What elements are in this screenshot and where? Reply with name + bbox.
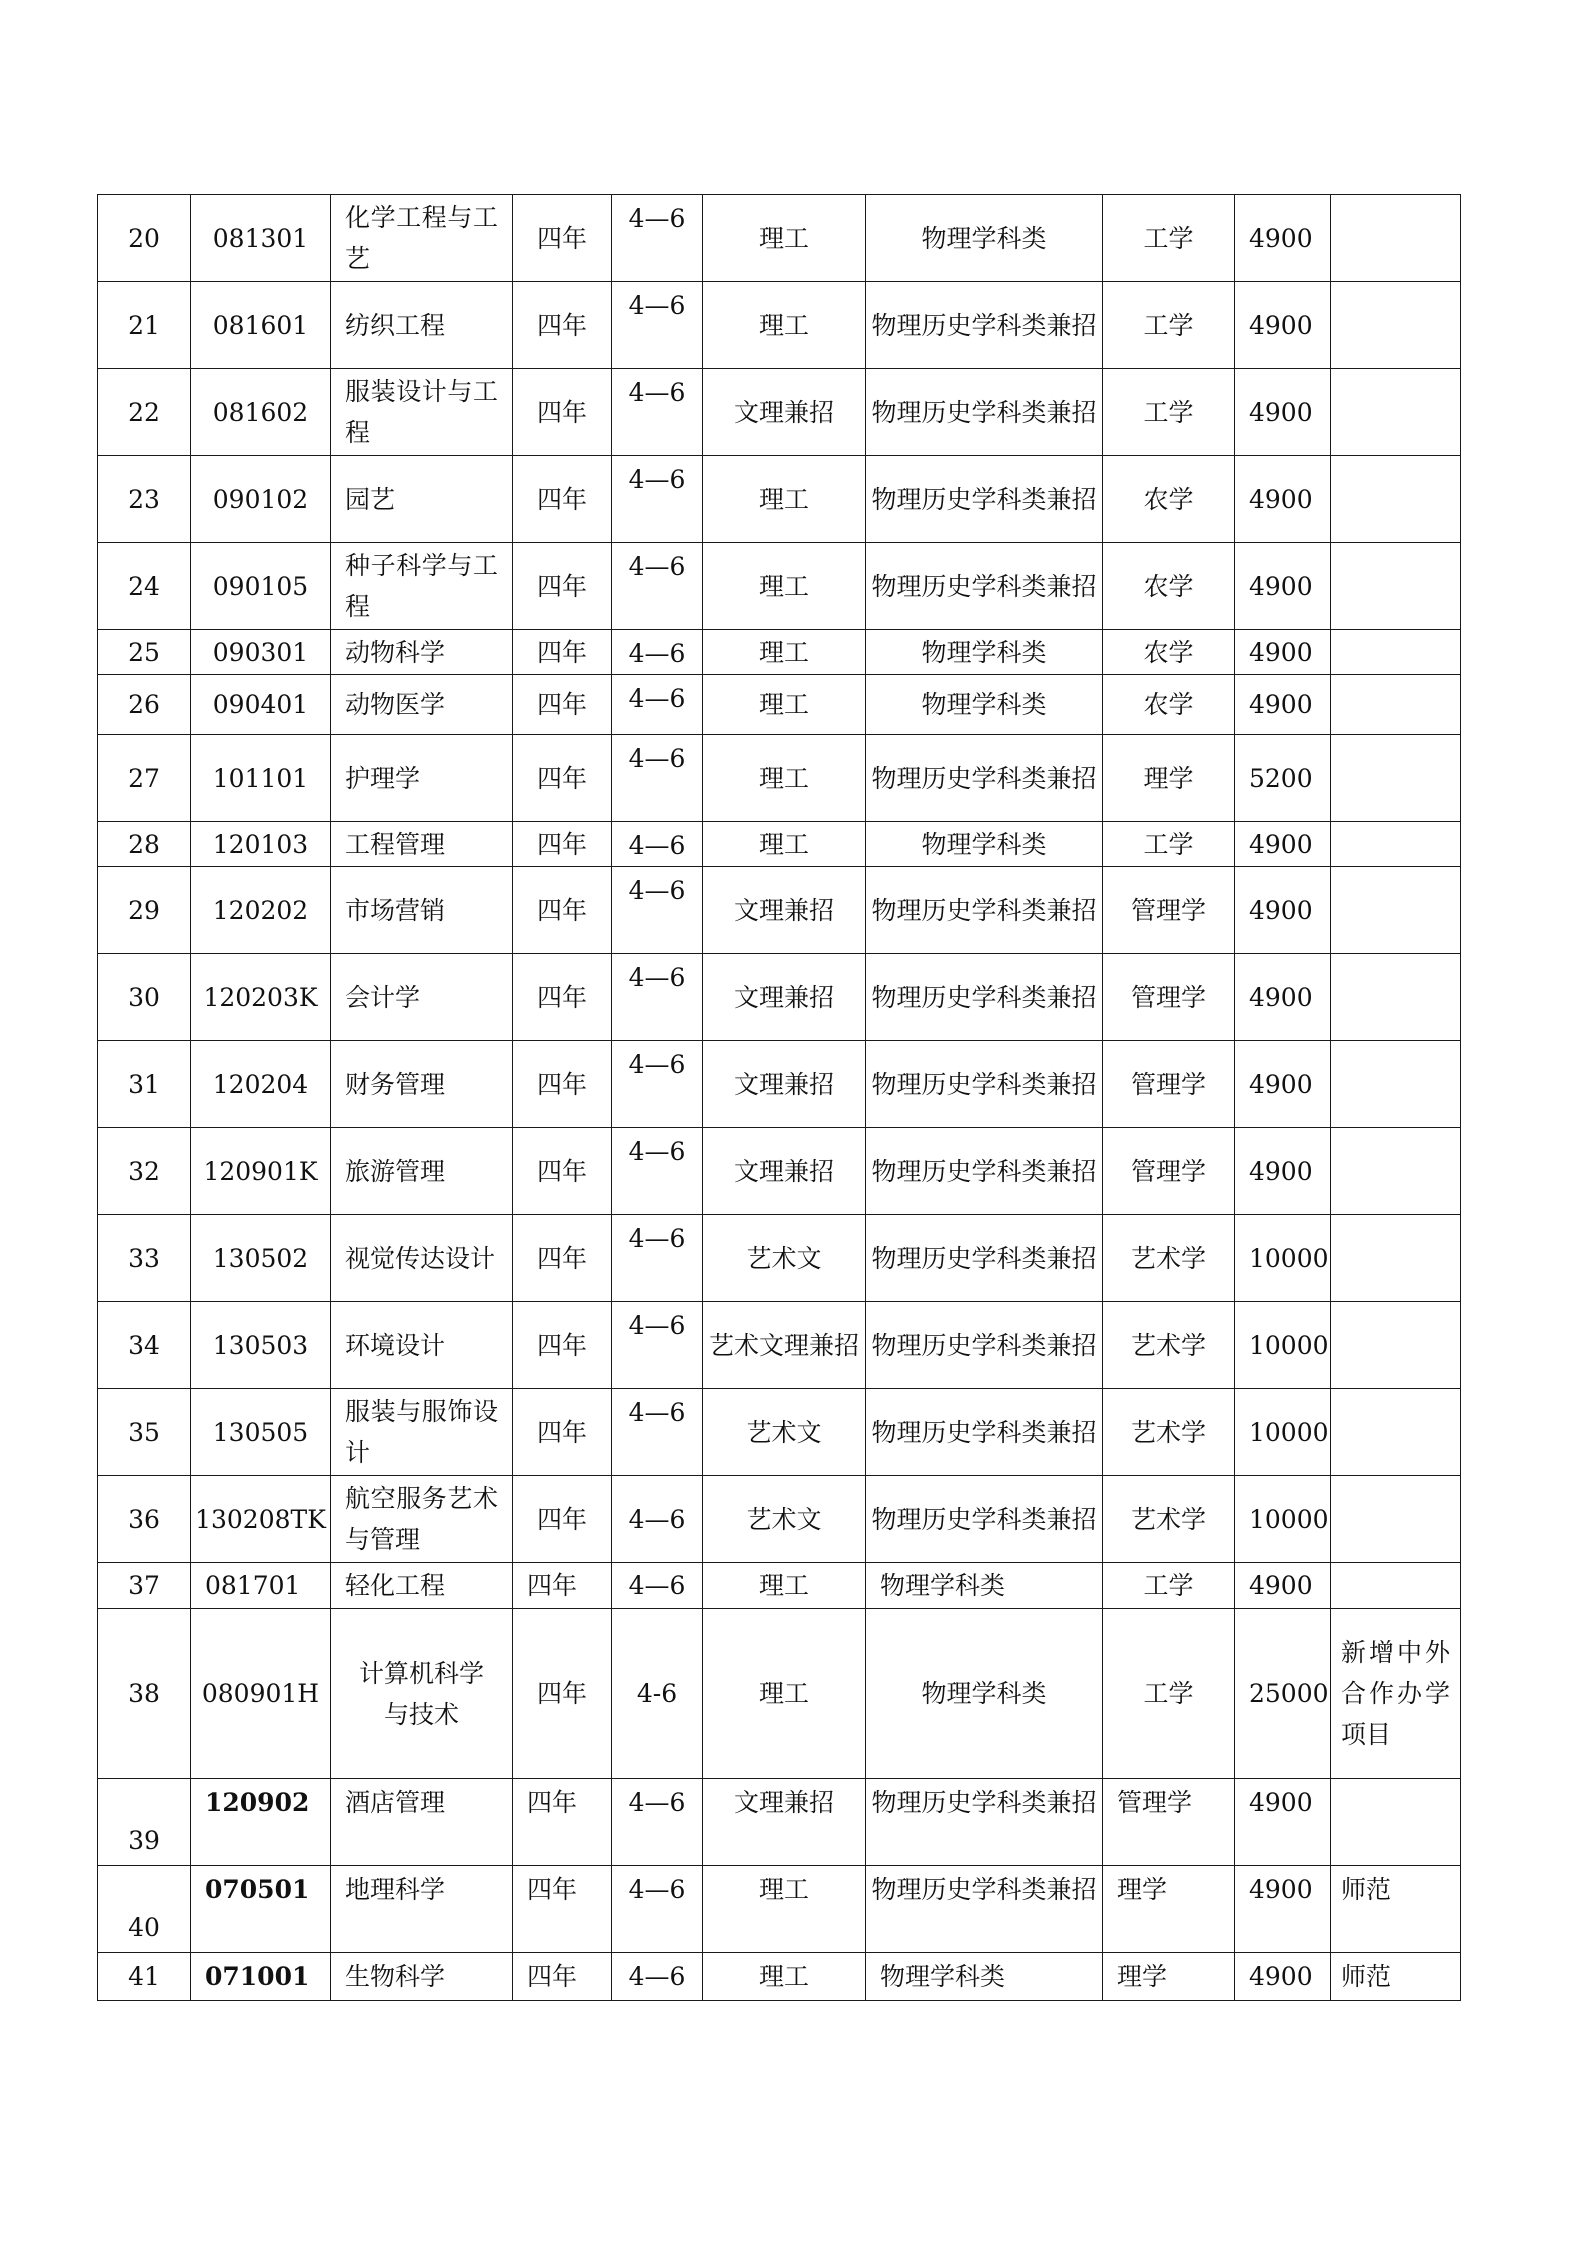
duration: 四年: [513, 282, 612, 369]
tuition-fee: 5200: [1235, 735, 1331, 822]
note: [1331, 1128, 1461, 1215]
study-years: 4—6: [612, 954, 703, 1041]
table-row: [98, 369, 1461, 456]
table-row: [98, 1041, 1461, 1128]
table-row: [98, 675, 1461, 735]
note: [1331, 954, 1461, 1041]
note: [1331, 1779, 1461, 1866]
note: [1331, 1563, 1461, 1609]
degree: 工学: [1103, 282, 1235, 369]
admission-type: 文理兼招: [703, 1128, 866, 1215]
duration: 四年: [513, 195, 612, 282]
major-code: 081701: [191, 1563, 331, 1609]
row-number: 37: [98, 1563, 191, 1609]
study-years: 4—6: [612, 1389, 703, 1476]
note: [1331, 1302, 1461, 1389]
note: [1331, 1476, 1461, 1563]
major-code: 130505: [191, 1389, 331, 1476]
major-name: 财务管理: [331, 1041, 513, 1128]
major-name: 环境设计: [331, 1302, 513, 1389]
subject-category: 物理学科类: [866, 675, 1103, 735]
major-name: 酒店管理: [331, 1779, 513, 1866]
admission-type: 文理兼招: [703, 1779, 866, 1866]
major-name: 生物科学: [331, 1953, 513, 2001]
row-number: 24: [98, 543, 191, 630]
row-number: 39: [98, 1779, 191, 1866]
table-row: [98, 1779, 1461, 1866]
degree: 农学: [1103, 456, 1235, 543]
tuition-fee: 4900: [1235, 954, 1331, 1041]
study-years: 4—6: [612, 1302, 703, 1389]
tuition-fee: 10000: [1235, 1476, 1331, 1563]
admission-type: 理工: [703, 1609, 866, 1779]
note: [1331, 282, 1461, 369]
admission-type: 艺术文: [703, 1476, 866, 1563]
tuition-fee: 4900: [1235, 675, 1331, 735]
note: 师范: [1331, 1866, 1461, 1953]
row-number: 35: [98, 1389, 191, 1476]
study-years: 4—6: [612, 1476, 703, 1563]
note: 师范: [1331, 1953, 1461, 2001]
degree: 农学: [1103, 630, 1235, 675]
tuition-fee: 4900: [1235, 867, 1331, 954]
tuition-fee: 4900: [1235, 1779, 1331, 1866]
admission-type: 文理兼招: [703, 369, 866, 456]
admission-type: 理工: [703, 1953, 866, 2001]
note: [1331, 822, 1461, 867]
degree: 工学: [1103, 1563, 1235, 1609]
major-name: 种子科学与工程: [331, 543, 513, 630]
major-name: 纺织工程: [331, 282, 513, 369]
note: [1331, 735, 1461, 822]
degree: 工学: [1103, 369, 1235, 456]
study-years: 4—6: [612, 1563, 703, 1609]
study-years: 4—6: [612, 1128, 703, 1215]
admission-type: 理工: [703, 675, 866, 735]
tuition-fee: 4900: [1235, 1041, 1331, 1128]
table-row: [98, 1866, 1461, 1953]
study-years: 4—6: [612, 282, 703, 369]
tuition-fee: 4900: [1235, 1953, 1331, 2001]
note: [1331, 369, 1461, 456]
table-row: [98, 630, 1461, 675]
major-code: 071001: [191, 1953, 331, 2001]
row-number: 22: [98, 369, 191, 456]
admission-type: 艺术文: [703, 1389, 866, 1476]
tuition-fee: 4900: [1235, 282, 1331, 369]
major-name: 计算机科学与技术: [331, 1609, 513, 1779]
major-code: 130503: [191, 1302, 331, 1389]
note: [1331, 675, 1461, 735]
row-number: 40: [98, 1866, 191, 1953]
tuition-fee: 4900: [1235, 630, 1331, 675]
row-number: 34: [98, 1302, 191, 1389]
major-name: 地理科学: [331, 1866, 513, 1953]
major-name: 动物医学: [331, 675, 513, 735]
subject-category: 物理历史学科类兼招: [866, 1779, 1103, 1866]
subject-category: 物理历史学科类兼招: [866, 1215, 1103, 1302]
subject-category: 物理历史学科类兼招: [866, 543, 1103, 630]
major-code: 080901H: [191, 1609, 331, 1779]
subject-category: 物理历史学科类兼招: [866, 1866, 1103, 1953]
row-number: 33: [98, 1215, 191, 1302]
duration: 四年: [513, 630, 612, 675]
duration: 四年: [513, 1041, 612, 1128]
degree: 管理学: [1103, 867, 1235, 954]
major-code: 120203K: [191, 954, 331, 1041]
row-number: 41: [98, 1953, 191, 2001]
study-years: 4—6: [612, 456, 703, 543]
major-name: 旅游管理: [331, 1128, 513, 1215]
duration: 四年: [513, 1215, 612, 1302]
duration: 四年: [513, 1476, 612, 1563]
major-code: 090301: [191, 630, 331, 675]
table-row: [98, 282, 1461, 369]
tuition-fee: 4900: [1235, 195, 1331, 282]
major-name: 化学工程与工艺: [331, 195, 513, 282]
tuition-fee: 4900: [1235, 543, 1331, 630]
admission-type: 理工: [703, 543, 866, 630]
major-code: 081602: [191, 369, 331, 456]
tuition-fee: 4900: [1235, 1866, 1331, 1953]
table-row: [98, 1389, 1461, 1476]
major-code: 090401: [191, 675, 331, 735]
degree: 工学: [1103, 195, 1235, 282]
major-code: 101101: [191, 735, 331, 822]
duration: 四年: [513, 1609, 612, 1779]
subject-category: 物理历史学科类兼招: [866, 954, 1103, 1041]
duration: 四年: [513, 456, 612, 543]
row-number: 31: [98, 1041, 191, 1128]
subject-category: 物理历史学科类兼招: [866, 1302, 1103, 1389]
subject-category: 物理学科类: [866, 822, 1103, 867]
study-years: 4—6: [612, 1866, 703, 1953]
admission-type: 艺术文理兼招: [703, 1302, 866, 1389]
duration: 四年: [513, 867, 612, 954]
subject-category: 物理历史学科类兼招: [866, 282, 1103, 369]
admission-type: 文理兼招: [703, 867, 866, 954]
study-years: 4—6: [612, 675, 703, 735]
table-row: [98, 1128, 1461, 1215]
duration: 四年: [513, 735, 612, 822]
degree: 艺术学: [1103, 1476, 1235, 1563]
row-number: 30: [98, 954, 191, 1041]
major-code: 081601: [191, 282, 331, 369]
note: [1331, 456, 1461, 543]
row-number: 28: [98, 822, 191, 867]
subject-category: 物理学科类: [866, 1609, 1103, 1779]
row-number: 21: [98, 282, 191, 369]
admission-type: 理工: [703, 1563, 866, 1609]
table-row: [98, 735, 1461, 822]
study-years: 4—6: [612, 1215, 703, 1302]
row-number: 26: [98, 675, 191, 735]
degree: 艺术学: [1103, 1389, 1235, 1476]
admission-type: 理工: [703, 282, 866, 369]
admission-type: 理工: [703, 630, 866, 675]
major-code: 090102: [191, 456, 331, 543]
duration: 四年: [513, 1302, 612, 1389]
major-code: 120902: [191, 1779, 331, 1866]
subject-category: 物理历史学科类兼招: [866, 369, 1103, 456]
duration: 四年: [513, 822, 612, 867]
study-years: 4—6: [612, 630, 703, 675]
table-row: [98, 1953, 1461, 2001]
study-years: 4—6: [612, 1041, 703, 1128]
admission-type: 理工: [703, 456, 866, 543]
row-number: 29: [98, 867, 191, 954]
subject-category: 物理历史学科类兼招: [866, 735, 1103, 822]
degree: 管理学: [1103, 1041, 1235, 1128]
tuition-fee: 25000: [1235, 1609, 1331, 1779]
row-number: 25: [98, 630, 191, 675]
major-name: 轻化工程: [331, 1563, 513, 1609]
major-name: 市场营销: [331, 867, 513, 954]
duration: 四年: [513, 1779, 612, 1866]
study-years: 4—6: [612, 195, 703, 282]
duration: 四年: [513, 1389, 612, 1476]
admission-type: 文理兼招: [703, 1041, 866, 1128]
tuition-fee: 10000: [1235, 1215, 1331, 1302]
major-name: 会计学: [331, 954, 513, 1041]
major-name: 园艺: [331, 456, 513, 543]
admission-type: 理工: [703, 822, 866, 867]
major-code: 090105: [191, 543, 331, 630]
row-number: 38: [98, 1609, 191, 1779]
note: [1331, 195, 1461, 282]
degree: 农学: [1103, 675, 1235, 735]
major-code: 120202: [191, 867, 331, 954]
duration: 四年: [513, 1866, 612, 1953]
row-number: 27: [98, 735, 191, 822]
note: [1331, 630, 1461, 675]
study-years: 4—6: [612, 543, 703, 630]
study-years: 4-6: [612, 1609, 703, 1779]
admission-type: 理工: [703, 195, 866, 282]
major-name: 航空服务艺术与管理: [331, 1476, 513, 1563]
subject-category: 物理学科类: [866, 1953, 1103, 2001]
duration: 四年: [513, 675, 612, 735]
degree: 管理学: [1103, 954, 1235, 1041]
subject-category: 物理历史学科类兼招: [866, 1476, 1103, 1563]
major-code: 120901K: [191, 1128, 331, 1215]
note: [1331, 543, 1461, 630]
major-name: 护理学: [331, 735, 513, 822]
note: [1331, 1041, 1461, 1128]
subject-category: 物理历史学科类兼招: [866, 456, 1103, 543]
duration: 四年: [513, 1953, 612, 2001]
major-name: 工程管理: [331, 822, 513, 867]
tuition-fee: 4900: [1235, 369, 1331, 456]
study-years: 4—6: [612, 369, 703, 456]
subject-category: 物理学科类: [866, 630, 1103, 675]
admission-type: 文理兼招: [703, 954, 866, 1041]
major-name: 视觉传达设计: [331, 1215, 513, 1302]
table-row: [98, 867, 1461, 954]
degree: 工学: [1103, 1609, 1235, 1779]
subject-category: 物理学科类: [866, 195, 1103, 282]
note: [1331, 867, 1461, 954]
admission-type: 理工: [703, 735, 866, 822]
subject-category: 物理历史学科类兼招: [866, 1128, 1103, 1215]
major-code: 130208TK: [191, 1476, 331, 1563]
degree: 艺术学: [1103, 1215, 1235, 1302]
note: 新增中外合作办学项目: [1331, 1609, 1461, 1779]
duration: 四年: [513, 954, 612, 1041]
major-name: 服装与服饰设计: [331, 1389, 513, 1476]
subject-category: 物理学科类: [866, 1563, 1103, 1609]
study-years: 4—6: [612, 822, 703, 867]
major-name: 服装设计与工程: [331, 369, 513, 456]
note: [1331, 1215, 1461, 1302]
table-row: [98, 195, 1461, 282]
table-row: [98, 954, 1461, 1041]
duration: 四年: [513, 1563, 612, 1609]
subject-category: 物理历史学科类兼招: [866, 1389, 1103, 1476]
study-years: 4—6: [612, 1779, 703, 1866]
row-number: 20: [98, 195, 191, 282]
degree: 农学: [1103, 543, 1235, 630]
degree: 艺术学: [1103, 1302, 1235, 1389]
table-row: [98, 1563, 1461, 1609]
tuition-fee: 4900: [1235, 1128, 1331, 1215]
major-code: 081301: [191, 195, 331, 282]
tuition-fee: 4900: [1235, 1563, 1331, 1609]
degree: 理学: [1103, 1953, 1235, 2001]
table-row: [98, 1215, 1461, 1302]
degree: 工学: [1103, 822, 1235, 867]
subject-category: 物理历史学科类兼招: [866, 1041, 1103, 1128]
program-table: [97, 194, 1461, 2001]
tuition-fee: 10000: [1235, 1389, 1331, 1476]
tuition-fee: 4900: [1235, 822, 1331, 867]
study-years: 4—6: [612, 735, 703, 822]
degree: 理学: [1103, 735, 1235, 822]
major-code: 120103: [191, 822, 331, 867]
duration: 四年: [513, 543, 612, 630]
table-row: [98, 1476, 1461, 1563]
admission-type: 理工: [703, 1866, 866, 1953]
row-number: 32: [98, 1128, 191, 1215]
study-years: 4—6: [612, 867, 703, 954]
note: [1331, 1389, 1461, 1476]
degree: 理学: [1103, 1866, 1235, 1953]
tuition-fee: 10000: [1235, 1302, 1331, 1389]
table-row: [98, 1302, 1461, 1389]
major-name: 动物科学: [331, 630, 513, 675]
row-number: 36: [98, 1476, 191, 1563]
tuition-fee: 4900: [1235, 456, 1331, 543]
major-code: 120204: [191, 1041, 331, 1128]
admission-type: 艺术文: [703, 1215, 866, 1302]
table-row: [98, 1609, 1461, 1779]
subject-category: 物理历史学科类兼招: [866, 867, 1103, 954]
duration: 四年: [513, 1128, 612, 1215]
major-code: 070501: [191, 1866, 331, 1953]
major-code: 130502: [191, 1215, 331, 1302]
table-row: [98, 456, 1461, 543]
duration: 四年: [513, 369, 612, 456]
degree: 管理学: [1103, 1128, 1235, 1215]
row-number: 23: [98, 456, 191, 543]
table-row: [98, 822, 1461, 867]
table-row: [98, 543, 1461, 630]
study-years: 4—6: [612, 1953, 703, 2001]
degree: 管理学: [1103, 1779, 1235, 1866]
